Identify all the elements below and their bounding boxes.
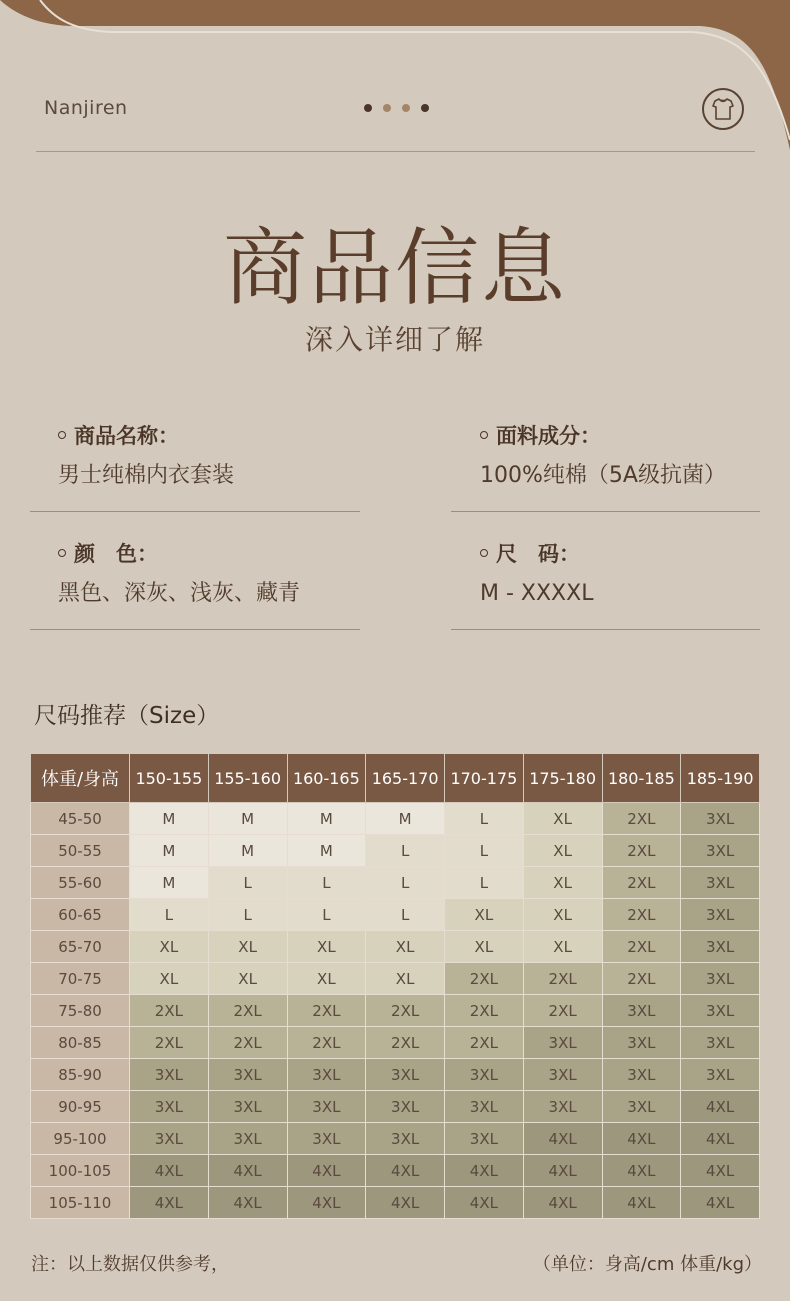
size-cell: 4XL: [130, 1187, 209, 1219]
size-cell: 4XL: [208, 1187, 287, 1219]
size-cell: L: [208, 867, 287, 899]
height-header: 150-155: [130, 754, 209, 803]
height-header: 165-170: [366, 754, 445, 803]
size-cell: L: [366, 899, 445, 931]
size-cell: 2XL: [602, 899, 681, 931]
bullet-icon: [480, 549, 488, 557]
table-row: [31, 1123, 760, 1155]
size-cell: L: [445, 835, 524, 867]
size-cell: 2XL: [523, 995, 602, 1027]
size-cell: 4XL: [366, 1187, 445, 1219]
unit-note: （单位：身高/cm 体重/kg）: [532, 1254, 762, 1275]
indicator-dot: [421, 104, 429, 112]
table-row: [31, 995, 760, 1027]
bullet-icon: [58, 431, 66, 439]
size-cell: 4XL: [523, 1187, 602, 1219]
size-cell: M: [208, 835, 287, 867]
size-cell: 3XL: [681, 995, 760, 1027]
size-cell: 2XL: [130, 995, 209, 1027]
info-value: M - XXXXL: [480, 581, 594, 606]
size-cell: 3XL: [681, 963, 760, 995]
size-cell: 3XL: [366, 1091, 445, 1123]
size-cell: 3XL: [681, 803, 760, 835]
info-label: 尺 码：: [496, 542, 580, 566]
size-cell: L: [445, 867, 524, 899]
info-fabric: [480, 421, 790, 491]
bullet-icon: [58, 549, 66, 557]
height-header: 180-185: [602, 754, 681, 803]
table-row: [31, 867, 760, 899]
size-cell: XL: [366, 931, 445, 963]
size-cell: 3XL: [523, 1027, 602, 1059]
size-cell: 2XL: [208, 1027, 287, 1059]
corner-header: 体重/身高: [31, 754, 130, 803]
indicator-dot: [402, 104, 410, 112]
size-cell: L: [445, 803, 524, 835]
weight-cell: 60-65: [31, 899, 130, 931]
weight-cell: 75-80: [31, 995, 130, 1027]
size-cell: XL: [130, 963, 209, 995]
indicator-dot: [364, 104, 372, 112]
weight-cell: 90-95: [31, 1091, 130, 1123]
size-cell: M: [130, 835, 209, 867]
weight-cell: 50-55: [31, 835, 130, 867]
info-product-name: [58, 421, 388, 491]
size-cell: 3XL: [523, 1091, 602, 1123]
size-cell: 3XL: [130, 1123, 209, 1155]
size-cell: L: [287, 899, 366, 931]
size-cell: XL: [523, 899, 602, 931]
size-cell: 3XL: [681, 835, 760, 867]
size-cell: 4XL: [445, 1187, 524, 1219]
info-size: [480, 539, 790, 609]
page-subtitle: 深入详细了解: [304, 323, 485, 356]
height-header: 175-180: [523, 754, 602, 803]
indicator-dot: [383, 104, 391, 112]
size-cell: L: [366, 835, 445, 867]
table-row: [31, 803, 760, 835]
size-cell: 3XL: [681, 1027, 760, 1059]
size-cell: 4XL: [523, 1155, 602, 1187]
size-cell: 3XL: [130, 1059, 209, 1091]
size-cell: 4XL: [602, 1187, 681, 1219]
table-row: [31, 835, 760, 867]
size-cell: 2XL: [602, 963, 681, 995]
height-header: 160-165: [287, 754, 366, 803]
size-cell: 4XL: [602, 1155, 681, 1187]
page-indicator-dots: [364, 104, 429, 112]
table-row: [31, 1155, 760, 1187]
size-cell: 3XL: [681, 1059, 760, 1091]
info-color: [58, 539, 388, 609]
info-label: 商品名称：: [74, 424, 179, 448]
info-value: 100%纯棉（5A级抗菌）: [480, 463, 726, 488]
size-cell: 2XL: [287, 1027, 366, 1059]
size-cell: 4XL: [602, 1123, 681, 1155]
info-value: 黑色、深灰、浅灰、藏青: [58, 581, 301, 606]
size-cell: 3XL: [287, 1059, 366, 1091]
size-cell: 2XL: [287, 995, 366, 1027]
size-cell: 4XL: [208, 1155, 287, 1187]
table-row: [31, 1059, 760, 1091]
size-cell: 4XL: [366, 1155, 445, 1187]
size-cell: 4XL: [130, 1155, 209, 1187]
size-cell: 3XL: [287, 1091, 366, 1123]
height-header: 185-190: [681, 754, 760, 803]
size-cell: 3XL: [366, 1123, 445, 1155]
size-cell: M: [130, 867, 209, 899]
size-cell: 2XL: [602, 803, 681, 835]
height-header: 170-175: [445, 754, 524, 803]
weight-cell: 95-100: [31, 1123, 130, 1155]
size-cell: XL: [366, 963, 445, 995]
divider: [451, 511, 760, 512]
size-cell: 3XL: [366, 1059, 445, 1091]
size-cell: 2XL: [445, 1027, 524, 1059]
size-cell: M: [130, 803, 209, 835]
table-header-row: [31, 754, 760, 803]
size-cell: 2XL: [366, 1027, 445, 1059]
size-cell: XL: [523, 835, 602, 867]
footnote: 注：以上数据仅供参考，: [31, 1254, 229, 1275]
table-row: [31, 931, 760, 963]
size-cell: 2XL: [602, 931, 681, 963]
size-cell: 3XL: [523, 1059, 602, 1091]
size-cell: 3XL: [287, 1123, 366, 1155]
size-cell: XL: [208, 963, 287, 995]
table-row: [31, 899, 760, 931]
table-row: [31, 1027, 760, 1059]
size-cell: M: [287, 835, 366, 867]
size-cell: M: [287, 803, 366, 835]
size-cell: 4XL: [287, 1187, 366, 1219]
weight-cell: 80-85: [31, 1027, 130, 1059]
size-cell: 3XL: [602, 1091, 681, 1123]
info-label: 颜 色：: [74, 542, 158, 566]
size-cell: XL: [287, 963, 366, 995]
size-cell: 3XL: [681, 931, 760, 963]
weight-cell: 105-110: [31, 1187, 130, 1219]
size-cell: XL: [523, 931, 602, 963]
size-cell: 3XL: [445, 1059, 524, 1091]
size-cell: 2XL: [366, 995, 445, 1027]
size-chart-table: [30, 753, 760, 1219]
size-table-body: [31, 803, 760, 1219]
size-cell: XL: [523, 867, 602, 899]
size-cell: 2XL: [130, 1027, 209, 1059]
size-cell: L: [366, 867, 445, 899]
size-cell: 2XL: [445, 963, 524, 995]
bullet-icon: [480, 431, 488, 439]
size-cell: XL: [287, 931, 366, 963]
size-cell: 2XL: [602, 867, 681, 899]
table-row: [31, 1091, 760, 1123]
size-cell: 3XL: [208, 1123, 287, 1155]
size-cell: XL: [445, 899, 524, 931]
size-cell: XL: [208, 931, 287, 963]
size-cell: 3XL: [602, 1027, 681, 1059]
weight-cell: 65-70: [31, 931, 130, 963]
page-title: 商品信息: [222, 219, 567, 317]
size-cell: 4XL: [681, 1187, 760, 1219]
size-cell: L: [208, 899, 287, 931]
size-cell: 3XL: [445, 1123, 524, 1155]
size-cell: 4XL: [681, 1091, 760, 1123]
size-cell: 3XL: [208, 1059, 287, 1091]
size-cell: XL: [445, 931, 524, 963]
height-header: 155-160: [208, 754, 287, 803]
weight-cell: 55-60: [31, 867, 130, 899]
weight-cell: 45-50: [31, 803, 130, 835]
header-divider: [36, 151, 755, 152]
size-cell: 3XL: [130, 1091, 209, 1123]
decorative-top-arc: [0, 0, 790, 160]
table-row: [31, 1187, 760, 1219]
size-cell: 3XL: [681, 899, 760, 931]
size-cell: 2XL: [208, 995, 287, 1027]
weight-cell: 70-75: [31, 963, 130, 995]
size-cell: 3XL: [602, 995, 681, 1027]
info-value: 男士纯棉内衣套装: [58, 463, 235, 488]
size-cell: XL: [523, 803, 602, 835]
size-cell: 4XL: [445, 1155, 524, 1187]
size-cell: 3XL: [602, 1059, 681, 1091]
size-section-title: 尺码推荐（Size）: [34, 703, 220, 729]
weight-cell: 100-105: [31, 1155, 130, 1187]
size-cell: 3XL: [445, 1091, 524, 1123]
size-cell: 2XL: [523, 963, 602, 995]
size-cell: XL: [130, 931, 209, 963]
size-cell: 4XL: [681, 1123, 760, 1155]
size-cell: 3XL: [208, 1091, 287, 1123]
size-cell: 3XL: [681, 867, 760, 899]
weight-cell: 85-90: [31, 1059, 130, 1091]
size-cell: M: [366, 803, 445, 835]
size-cell: M: [208, 803, 287, 835]
info-label: 面料成分：: [496, 424, 601, 448]
size-cell: 4XL: [681, 1155, 760, 1187]
divider: [30, 629, 360, 630]
divider: [30, 511, 360, 512]
size-cell: 4XL: [287, 1155, 366, 1187]
size-cell: 4XL: [523, 1123, 602, 1155]
size-cell: L: [287, 867, 366, 899]
divider: [451, 629, 760, 630]
shirt-icon: [702, 88, 744, 130]
table-row: [31, 963, 760, 995]
size-cell: 2XL: [445, 995, 524, 1027]
brand-name: Nanjiren: [44, 97, 128, 119]
size-cell: L: [130, 899, 209, 931]
size-cell: 2XL: [602, 835, 681, 867]
